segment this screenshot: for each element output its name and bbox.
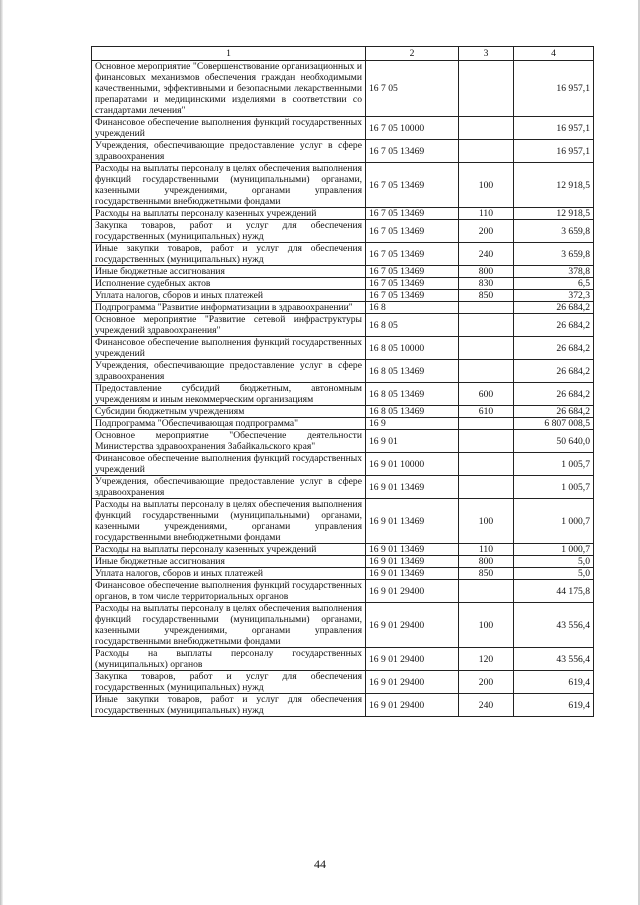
row-type-cell: [459, 476, 514, 499]
table-row: [92, 220, 594, 243]
row-sum-cell: 26 684,2: [514, 406, 594, 418]
row-type-cell: 240: [459, 694, 514, 717]
row-name-cell: Учреждения, обеспечивающие предоставление услуг в сфере здравоохранения: [92, 360, 366, 383]
row-sum-cell: 26 684,2: [514, 383, 594, 406]
row-code-cell: 16 7 05: [366, 61, 459, 117]
row-code-cell: 16 8 05 13469: [366, 360, 459, 383]
row-sum-cell: 12 918,5: [514, 208, 594, 220]
header-col-3: 3: [459, 47, 514, 61]
row-sum-cell: 43 556,4: [514, 603, 594, 648]
row-type-cell: [459, 580, 514, 603]
row-sum-cell: 619,4: [514, 694, 594, 717]
row-sum-cell: 16 957,1: [514, 117, 594, 140]
header-col-1: 1: [92, 47, 366, 61]
row-type-cell: [459, 418, 514, 430]
row-sum-cell: 6,5: [514, 278, 594, 290]
table-row: [92, 266, 594, 278]
row-type-cell: [459, 302, 514, 314]
row-type-cell: 240: [459, 243, 514, 266]
row-type-cell: 800: [459, 266, 514, 278]
row-code-cell: 16 9 01 13469: [366, 556, 459, 568]
table-row: [92, 499, 594, 544]
row-code-cell: 16 9 01 13469: [366, 499, 459, 544]
row-sum-cell: 3 659,8: [514, 243, 594, 266]
table-row: [92, 694, 594, 717]
table-header-row: [92, 47, 594, 61]
row-name-cell: Субсидии бюджетным учреждениям: [92, 406, 366, 418]
budget-table: [91, 46, 594, 717]
row-code-cell: 16 7 05 13469: [366, 290, 459, 302]
row-sum-cell: 16 957,1: [514, 61, 594, 117]
table-row: [92, 671, 594, 694]
row-sum-cell: 26 684,2: [514, 337, 594, 360]
row-name-cell: Расходы на выплаты персоналу в целях обеспечения выполнения функций государственными (муниципальными) органами, казенными учреждениями, органами управления государственными внебюджетными фондами: [92, 603, 366, 648]
table-row: [92, 163, 594, 208]
table-row: [92, 140, 594, 163]
table-row: [92, 568, 594, 580]
row-type-cell: 200: [459, 220, 514, 243]
row-code-cell: 16 9 01 29400: [366, 580, 459, 603]
row-name-cell: Предоставление субсидий бюджетным, автономным учреждениям и иным некоммерческим организациям: [92, 383, 366, 406]
row-code-cell: 16 9 01 10000: [366, 453, 459, 476]
row-code-cell: 16 7 05 13469: [366, 220, 459, 243]
row-type-cell: 110: [459, 208, 514, 220]
row-code-cell: 16 8 05 10000: [366, 337, 459, 360]
row-name-cell: Подпрограмма "Развитие информатизации в здравоохранении": [92, 302, 366, 314]
row-type-cell: [459, 61, 514, 117]
row-type-cell: 600: [459, 383, 514, 406]
table-row: [92, 406, 594, 418]
table-row: [92, 243, 594, 266]
row-sum-cell: 26 684,2: [514, 314, 594, 337]
row-sum-cell: 6 807 008,5: [514, 418, 594, 430]
row-type-cell: [459, 314, 514, 337]
row-name-cell: Расходы на выплаты персоналу казенных учреждений: [92, 544, 366, 556]
table-row: [92, 544, 594, 556]
row-sum-cell: 1 005,7: [514, 476, 594, 499]
row-sum-cell: 12 918,5: [514, 163, 594, 208]
row-sum-cell: 26 684,2: [514, 360, 594, 383]
row-code-cell: 16 7 05 13469: [366, 208, 459, 220]
row-type-cell: 100: [459, 499, 514, 544]
row-code-cell: 16 9 01 29400: [366, 648, 459, 671]
table-row: [92, 360, 594, 383]
row-code-cell: 16 8 05 13469: [366, 406, 459, 418]
row-type-cell: [459, 337, 514, 360]
row-code-cell: 16 9 01 13469: [366, 568, 459, 580]
table-row: [92, 302, 594, 314]
row-name-cell: Учреждения, обеспечивающие предоставление услуг в сфере здравоохранения: [92, 476, 366, 499]
row-type-cell: 100: [459, 603, 514, 648]
row-name-cell: Уплата налогов, сборов и иных платежей: [92, 568, 366, 580]
row-name-cell: Расходы на выплаты персоналу казенных учреждений: [92, 208, 366, 220]
table-row: [92, 208, 594, 220]
row-type-cell: 110: [459, 544, 514, 556]
table-row: [92, 453, 594, 476]
row-sum-cell: 1 000,7: [514, 499, 594, 544]
table-row: [92, 603, 594, 648]
table-row: [92, 476, 594, 499]
header-col-4: 4: [514, 47, 594, 61]
table-row: [92, 648, 594, 671]
table-row: [92, 61, 594, 117]
row-code-cell: 16 9 01 29400: [366, 694, 459, 717]
row-sum-cell: 16 957,1: [514, 140, 594, 163]
row-name-cell: Финансовое обеспечение выполнения функций государственных учреждений: [92, 117, 366, 140]
row-code-cell: 16 9 01 29400: [366, 671, 459, 694]
row-type-cell: 100: [459, 163, 514, 208]
row-sum-cell: 1 005,7: [514, 453, 594, 476]
header-col-2: 2: [366, 47, 459, 61]
row-code-cell: 16 7 05 13469: [366, 243, 459, 266]
table-row: [92, 430, 594, 453]
row-sum-cell: 378,8: [514, 266, 594, 278]
row-name-cell: Расходы на выплаты персоналу в целях обеспечения выполнения функций государственными (муниципальными) органами, казенными учреждениями, органами управления государственными внебюджетными фондами: [92, 163, 366, 208]
table-row: [92, 418, 594, 430]
budget-table-body: [92, 47, 594, 717]
row-sum-cell: 26 684,2: [514, 302, 594, 314]
row-type-cell: 200: [459, 671, 514, 694]
row-type-cell: 120: [459, 648, 514, 671]
row-name-cell: Иные бюджетные ассигнования: [92, 556, 366, 568]
table-row: [92, 290, 594, 302]
row-name-cell: Исполнение судебных актов: [92, 278, 366, 290]
row-name-cell: Финансовое обеспечение выполнения функций государственных учреждений: [92, 337, 366, 360]
row-name-cell: Подпрограмма "Обеспечивающая подпрограмма": [92, 418, 366, 430]
table-row: [92, 383, 594, 406]
row-name-cell: Иные закупки товаров, работ и услуг для обеспечения государственных (муниципальных) нужд: [92, 243, 366, 266]
row-type-cell: [459, 453, 514, 476]
row-code-cell: 16 8 05: [366, 314, 459, 337]
row-sum-cell: 619,4: [514, 671, 594, 694]
row-name-cell: Основное мероприятие "Обеспечение деятельности Министерства здравоохранения Забайкальского края": [92, 430, 366, 453]
row-sum-cell: 1 000,7: [514, 544, 594, 556]
row-code-cell: 16 7 05 13469: [366, 278, 459, 290]
row-name-cell: Основное мероприятие "Совершенствование организационных и финансовых механизмов обеспечения граждан необходимыми качественными, эффективными и безопасными лекарственными препаратами и медицинскими изделиями в соответствии со стандартами лечения": [92, 61, 366, 117]
row-name-cell: Уплата налогов, сборов и иных платежей: [92, 290, 366, 302]
row-code-cell: 16 9 01 13469: [366, 544, 459, 556]
row-name-cell: Учреждения, обеспечивающие предоставление услуг в сфере здравоохранения: [92, 140, 366, 163]
row-code-cell: 16 9 01: [366, 430, 459, 453]
row-sum-cell: 372,3: [514, 290, 594, 302]
row-name-cell: Закупка товаров, работ и услуг для обеспечения государственных (муниципальных) нужд: [92, 220, 366, 243]
row-sum-cell: 44 175,8: [514, 580, 594, 603]
table-row: [92, 556, 594, 568]
table-row: [92, 314, 594, 337]
row-code-cell: 16 7 05 13469: [366, 163, 459, 208]
row-type-cell: [459, 360, 514, 383]
row-type-cell: [459, 117, 514, 140]
row-code-cell: 16 8 05 13469: [366, 383, 459, 406]
table-row: [92, 580, 594, 603]
row-code-cell: 16 7 05 13469: [366, 266, 459, 278]
row-name-cell: Расходы на выплаты персоналу государственных (муниципальных) органов: [92, 648, 366, 671]
row-name-cell: Основное мероприятие "Развитие сетевой инфраструктуры учреждений здравоохранения": [92, 314, 366, 337]
row-sum-cell: 50 640,0: [514, 430, 594, 453]
row-code-cell: 16 9: [366, 418, 459, 430]
table-row: [92, 278, 594, 290]
row-code-cell: 16 8: [366, 302, 459, 314]
row-code-cell: 16 7 05 10000: [366, 117, 459, 140]
row-name-cell: Закупка товаров, работ и услуг для обеспечения государственных (муниципальных) нужд: [92, 671, 366, 694]
row-code-cell: 16 9 01 13469: [366, 476, 459, 499]
page-number: 44: [314, 857, 326, 871]
row-type-cell: 610: [459, 406, 514, 418]
row-code-cell: 16 9 01 29400: [366, 603, 459, 648]
row-name-cell: Финансовое обеспечение выполнения функций государственных учреждений: [92, 453, 366, 476]
row-code-cell: 16 7 05 13469: [366, 140, 459, 163]
row-name-cell: Расходы на выплаты персоналу в целях обеспечения выполнения функций государственными (муниципальными) органами, казенными учреждениями, органами управления государственными внебюджетными фондами: [92, 499, 366, 544]
table-row: [92, 117, 594, 140]
row-sum-cell: 3 659,8: [514, 220, 594, 243]
row-sum-cell: 5,0: [514, 556, 594, 568]
row-sum-cell: 43 556,4: [514, 648, 594, 671]
row-name-cell: Иные закупки товаров, работ и услуг для обеспечения государственных (муниципальных) нужд: [92, 694, 366, 717]
row-name-cell: Иные бюджетные ассигнования: [92, 266, 366, 278]
row-sum-cell: 5,0: [514, 568, 594, 580]
scan-edge-left: [0, 0, 3, 905]
row-type-cell: 850: [459, 290, 514, 302]
row-type-cell: [459, 430, 514, 453]
row-type-cell: 850: [459, 568, 514, 580]
row-type-cell: 800: [459, 556, 514, 568]
row-type-cell: [459, 140, 514, 163]
row-type-cell: 830: [459, 278, 514, 290]
table-row: [92, 337, 594, 360]
row-name-cell: Финансовое обеспечение выполнения функций государственных органов, в том числе территориальных органов: [92, 580, 366, 603]
